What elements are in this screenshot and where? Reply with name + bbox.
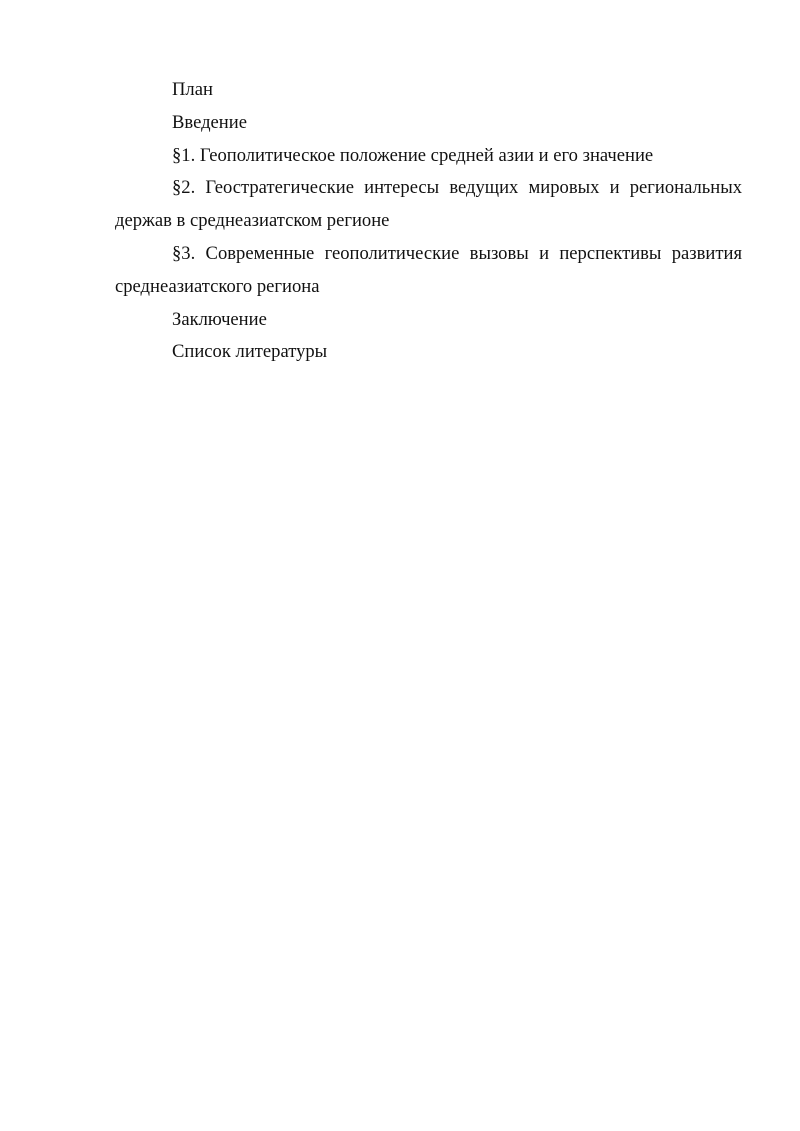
table-of-contents [115,74,742,369]
toc-heading-plan: План [172,79,213,100]
toc-item-section-3: §3. Современные геополитические вызовы и перспективы развития среднеазиатского региона [115,242,742,297]
toc-item-section-2: §2. Геостратегические интересы ведущих мировых и региональных держав в среднеазиатском регионе [115,177,742,232]
toc-item-references: Список литературы [172,341,328,363]
toc-item-section-1: §1. Геополитическое положение средней азии и его значение [172,144,654,166]
toc-item-conclusion: Заключение [172,308,267,330]
toc-item-introduction: Введение [172,111,247,133]
